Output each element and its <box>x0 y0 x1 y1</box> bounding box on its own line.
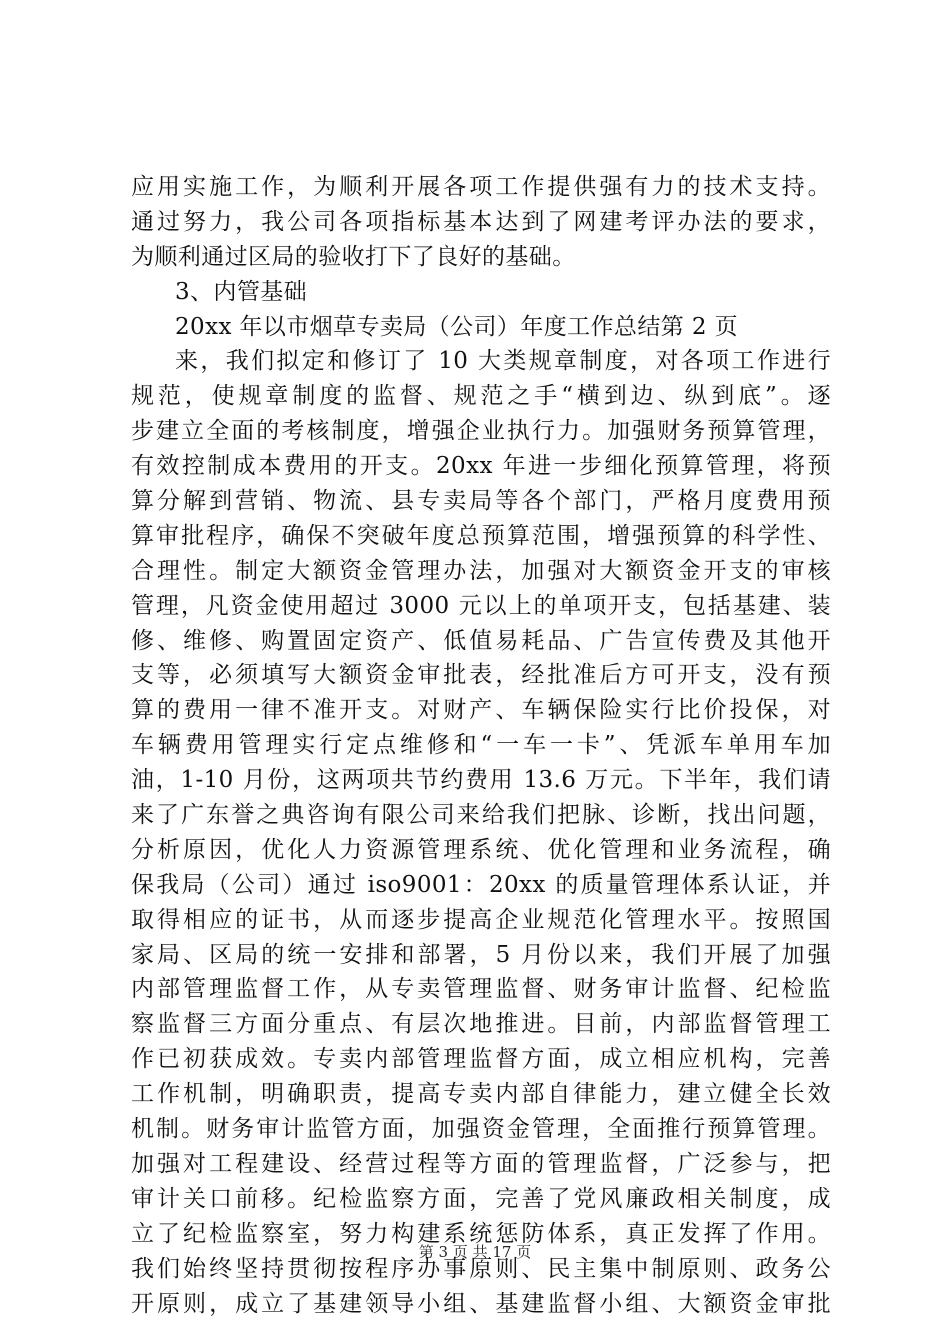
text-line: 油，1-10 月份，这两项共节约费用 13.6 万元。下半年，我们请 <box>131 767 831 794</box>
text-line: 合理性。制定大额资金管理办法，加强对大额资金开支的审核 <box>131 557 831 584</box>
text-line: 作已初获成效。专卖内部管理监督方面，成立相应机构，完善 <box>131 1046 831 1073</box>
text-line: 立了纪检监察室，努力构建系统惩防体系，真正发挥了作用。 <box>131 1220 831 1247</box>
text-line: 修、维修、购置固定资产、低值易耗品、广告宣传费及其他开 <box>131 627 831 654</box>
text-line: 算审批程序，确保不突破年度总预算范围，增强预算的科学性、 <box>131 522 831 549</box>
text-line: 机制。财务审计监管方面，加强资金管理，全面推行预算管理。 <box>131 1116 831 1143</box>
text-line: 加强对工程建设、经营过程等方面的管理监督，广泛参与，把 <box>131 1150 831 1177</box>
text-line: 通过努力，我公司各项指标基本达到了网建考评办法的要求， <box>131 208 831 235</box>
page-number-label: 第 3 页 共 17 页 <box>418 1243 532 1261</box>
text-line: 规范，使规章制度的监督、规范之手“横到边、纵到底”。逐 <box>131 383 831 410</box>
text-line: 审计关口前移。纪检监察方面，完善了党风廉政相关制度，成 <box>131 1185 831 1212</box>
text-line: 分析原因，优化人力资源管理系统、优化管理和业务流程，确 <box>131 836 831 863</box>
text-line: 管理，凡资金使用超过 3000 元以上的单项开支，包括基建、装 <box>131 592 831 619</box>
text-line: 内部管理监督工作，从专卖管理监督、财务审计监督、纪检监 <box>131 976 831 1003</box>
text-line: 来了广东誉之典咨询有限公司来给我们把脉、诊断，找出问题， <box>131 802 831 829</box>
text-line: 开原则，成立了基建领导小组、基建监督小组、大额资金审批 <box>131 1290 831 1317</box>
text-line: 我们始终坚持贯彻按程序办事原则、民主集中制原则、政务公 <box>131 1255 831 1282</box>
page-continuation-note: 20xx 年以市烟草专卖局（公司）年度工作总结第 2 页 <box>175 313 738 340</box>
text-line: 有效控制成本费用的开支。20xx 年进一步细化预算管理，将预 <box>131 453 831 480</box>
text-line: 保我局（公司）通过 iso9001：20xx 的质量管理体系认证，并 <box>131 871 831 898</box>
text-line: 为顺利通过区局的验收打下了良好的基础。 <box>131 243 576 270</box>
text-line: 支等，必须填写大额资金审批表，经批准后方可开支，没有预 <box>131 662 831 689</box>
text-line: 车辆费用管理实行定点维修和“一车一卡”、凭派车单用车加 <box>131 732 831 759</box>
text-line: 算的费用一律不准开支。对财产、车辆保险实行比价投保，对 <box>131 697 831 724</box>
page-footer <box>0 1241 950 1262</box>
text-line: 算分解到营销、物流、县专卖局等各个部门，严格月度费用预 <box>131 488 831 515</box>
text-line: 来，我们拟定和修订了 10 大类规章制度，对各项工作进行 <box>175 348 831 375</box>
text-line: 家局、区局的统一安排和部署，5 月份以来，我们开展了加强 <box>131 941 831 968</box>
text-line: 察监督三方面分重点、有层次地推进。目前，内部监督管理工 <box>131 1011 831 1038</box>
document-body <box>131 170 831 1321</box>
text-line: 取得相应的证书，从而逐步提高企业规范化管理水平。按照国 <box>131 906 831 933</box>
text-line: 应用实施工作，为顺利开展各项工作提供强有力的技术支持。 <box>131 174 831 200</box>
text-line: 步建立全面的考核制度，增强企业执行力。加强财务预算管理， <box>131 418 831 445</box>
text-line: 工作机制，明确职责，提高专卖内部自律能力，建立健全长效 <box>131 1081 831 1108</box>
section-heading: 3、内管基础 <box>175 278 308 305</box>
